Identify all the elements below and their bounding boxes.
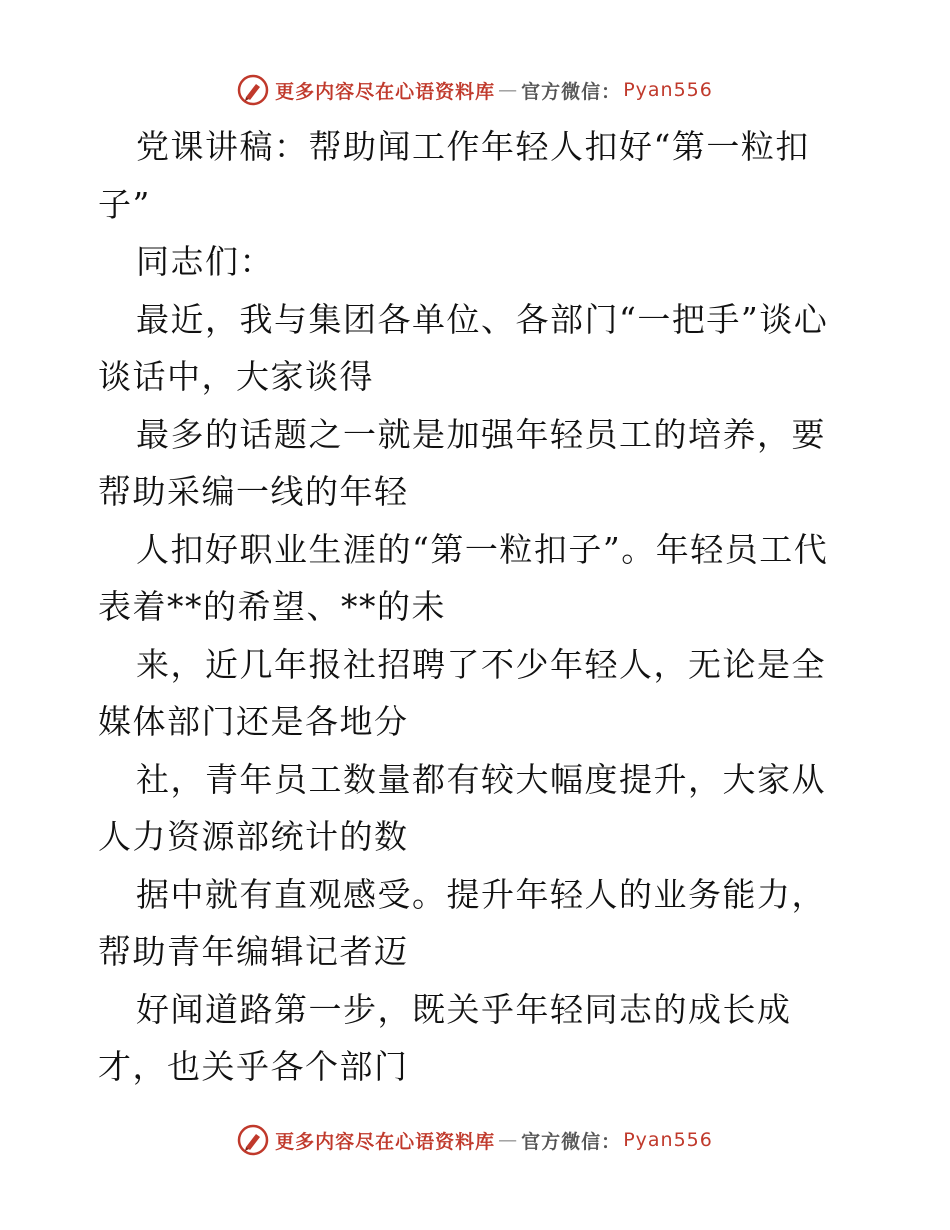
pen-logo-icon <box>237 74 269 106</box>
document-body <box>98 118 858 1096</box>
banner-wechat-id: Pyan556 <box>623 79 713 101</box>
footer-watermark-banner <box>0 1120 950 1160</box>
banner-text: 更多内容尽在心语资料库 <box>275 80 496 103</box>
paragraph-line: 最近，我与集团各单位、各部门“一把手”谈心谈话中，大家谈得 <box>98 299 829 396</box>
paragraph-line: 社，青年员工数量都有较大幅度提升，大家从人力资源部统计的数 <box>98 759 826 856</box>
paragraph-line: 最多的话题之一就是加强年轻员工的培养，要帮助采编一线的年轻 <box>98 414 826 511</box>
banner-separator: — <box>498 1129 519 1151</box>
banner-text: 更多内容尽在心语资料库 <box>275 1130 496 1153</box>
header-watermark-banner <box>0 70 950 110</box>
pen-logo-icon <box>237 1124 269 1156</box>
paragraph-line: 据中就有直观感受。提升年轻人的业务能力，帮助青年编辑记者迈 <box>98 874 826 971</box>
banner-separator: — <box>498 79 519 101</box>
paragraph-line: 好闻道路第一步，既关乎年轻同志的成长成才，也关乎各个部门 <box>98 989 792 1086</box>
paragraph-line: 人扣好职业生涯的“第一粒扣子”。年轻员工代表着**的希望、**的未 <box>98 529 829 626</box>
banner-wechat-label: 官方微信： <box>521 1130 622 1153</box>
document-title: 党课讲稿：帮助闻工作年轻人扣好“第一粒扣子” <box>98 127 810 224</box>
banner-wechat-id: Pyan556 <box>623 1129 713 1151</box>
paragraph-line: 来，近几年报社招聘了不少年轻人，无论是全媒体部门还是各地分 <box>98 644 826 741</box>
banner-wechat-label: 官方微信： <box>521 80 622 103</box>
salutation: 同志们： <box>136 242 274 281</box>
